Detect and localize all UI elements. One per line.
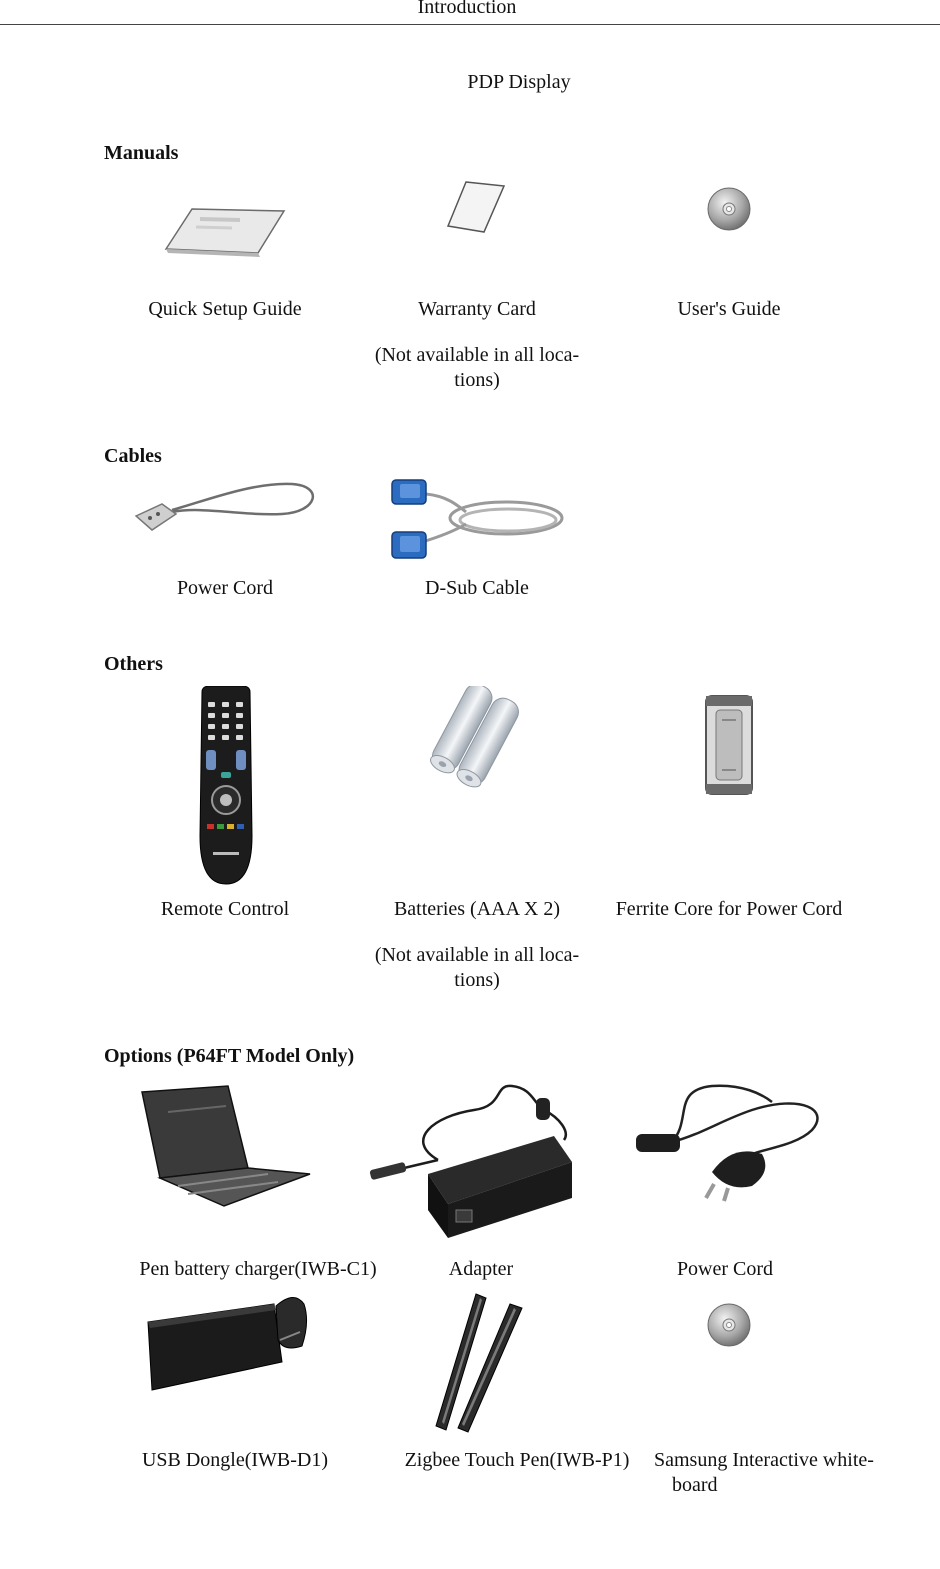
item-label-quick-setup-guide: Quick Setup Guide bbox=[148, 298, 302, 320]
item-label-warranty-card: Warranty Card bbox=[418, 298, 536, 320]
page-subtitle: PDP Display bbox=[467, 71, 571, 93]
section-heading-manuals: Manuals bbox=[104, 142, 179, 164]
section-heading-options: Options (P64FT Model Only) bbox=[104, 1045, 355, 1067]
ferrite-core-icon bbox=[702, 692, 756, 798]
touch-pen-icon bbox=[428, 1290, 526, 1438]
item-label-options-power-cord: Power Cord bbox=[676, 1258, 774, 1280]
section-heading-others: Others bbox=[104, 653, 163, 675]
power-cord-icon bbox=[132, 478, 318, 538]
booklet-icon bbox=[162, 205, 288, 257]
item-label-users-guide: User's Guide bbox=[677, 298, 781, 320]
dsub-cable-icon bbox=[386, 474, 570, 570]
pen-charger-icon bbox=[138, 1082, 314, 1212]
adapter-icon bbox=[364, 1080, 576, 1242]
item-label-batteries: Batteries (AAA X 2) bbox=[393, 898, 561, 920]
item-label-pen-charger: Pen battery charger(IWB-C1) bbox=[139, 1258, 377, 1280]
section-heading-cables: Cables bbox=[104, 445, 162, 467]
item-note-warranty-card: (Not available in all loca- tions) bbox=[374, 344, 580, 391]
usb-dongle-icon bbox=[144, 1292, 310, 1396]
card-icon bbox=[446, 180, 508, 234]
cd-icon bbox=[706, 1302, 752, 1348]
item-label-ferrite-core: Ferrite Core for Power Cord bbox=[615, 898, 843, 920]
item-note-batteries: (Not available in all loca- tions) bbox=[374, 944, 580, 991]
item-label-usb-dongle: USB Dongle(IWB-D1) bbox=[141, 1449, 329, 1471]
eu-power-cord-icon bbox=[632, 1080, 826, 1202]
item-label-dsub-cable: D-Sub Cable bbox=[425, 577, 529, 599]
header-divider bbox=[0, 24, 940, 25]
item-label-power-cord: Power Cord bbox=[176, 577, 274, 599]
batteries-icon bbox=[428, 686, 528, 794]
item-label-interactive-whiteboard-text: Samsung Interactive white- board bbox=[654, 1449, 874, 1496]
item-label-interactive-whiteboard bbox=[654, 1448, 890, 1498]
remote-control-icon bbox=[198, 686, 254, 886]
page-header-title: Introduction bbox=[417, 0, 517, 18]
item-label-remote-control: Remote Control bbox=[160, 898, 290, 920]
cd-icon bbox=[706, 186, 752, 232]
item-label-touch-pen: Zigbee Touch Pen(IWB-P1) bbox=[404, 1449, 630, 1471]
item-label-adapter: Adapter bbox=[448, 1258, 514, 1280]
